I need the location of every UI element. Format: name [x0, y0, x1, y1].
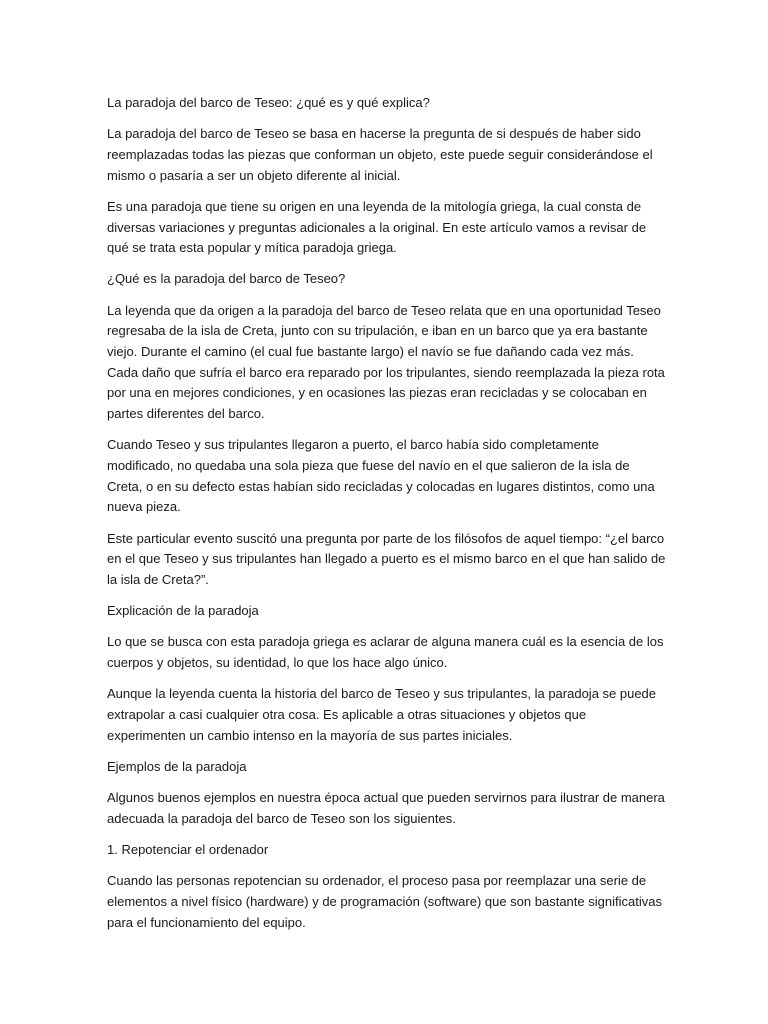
section-heading-examples: Ejemplos de la paradoja: [107, 758, 247, 774]
paragraph-intro: La paradoja del barco de Teseo se basa en hacerse la pregunta de si después de haber sido reemplazadas todas las piezas que conforman un objeto, este puede seguir considerándose el mismo o pasaría a ser un objeto diferente al inicial.: [107, 126, 653, 183]
paragraph-arrival: Cuando Teseo y sus tripulantes llegaron a puerto, el barco había sido completamente modificado, no quedaba una sola pieza que fuese del navío en el que salieron de la isla de Creta, o en su defecto estas habían sido recicladas y colocadas en lugares distintos, como una nueva pieza.: [107, 437, 655, 515]
paragraph-examples-intro: Algunos buenos ejemplos en nuestra época actual que pueden servirnos para ilustrar de manera adecuada la paradoja del barco de Teseo son los siguientes.: [107, 790, 665, 826]
document-title: La paradoja del barco de Teseo: ¿qué es y qué explica?: [107, 95, 430, 110]
document-page: [107, 93, 667, 944]
paragraph-question: Este particular evento suscitó una pregunta por parte de los filósofos de aquel tiempo: “¿el barco en el que Teseo y sus tripulantes han llegado a puerto es el mismo barco en el que han salido de la isla de Creta?”.: [107, 530, 666, 588]
subsection-heading-computer: 1. Repotenciar el ordenador: [107, 842, 269, 858]
paragraph-legend: La leyenda que da origen a la paradoja del barco de Teseo relata que en una oportunidad Teseo regresaba de la isla de Creta, junto con su tripulación, e iban en un barco que ya era bastante viejo. Durante el camino (el cual fue bastante largo) el navío se fue dañando cada vez más. Cada daño que sufría el barco era reparado por los tripulantes, siendo reemplazada la pieza rota por una en mejores condiciones, y en ocasiones las piezas eran recicladas y se colocaban en partes diferentes del barco.: [107, 302, 665, 422]
paragraph-origin: Es una paradoja que tiene su origen en una leyenda de la mitología griega, la cual consta de diversas variaciones y preguntas adicionales a la original. En este artículo vamos a revisar de qué se trata esta popular y mítica paradoja griega.: [107, 198, 647, 256]
paragraph-extrapolate: Aunque la leyenda cuenta la historia del barco de Teseo y sus tripulantes, la paradoja se puede extrapolar a casi cualquier otra cosa. Es aplicable a otras situaciones y objetos que experimenten un cambio intenso en la mayoría de sus partes iniciales.: [107, 686, 657, 743]
section-heading-explanation: Explicación de la paradoja: [107, 603, 259, 619]
section-heading-what-is: ¿Qué es la paradoja del barco de Teseo?: [107, 271, 346, 287]
paragraph-computer: Cuando las personas repotencian su ordenador, el proceso pasa por reemplazar una serie de elementos a nivel físico (hardware) y de programación (software) que son bastante significativas para el funcionamiento del equipo.: [107, 873, 662, 930]
paragraph-essence: Lo que se busca con esta paradoja griega es aclarar de alguna manera cuál es la esencia de los cuerpos y objetos, su identidad, lo que los hace algo único.: [107, 634, 664, 671]
